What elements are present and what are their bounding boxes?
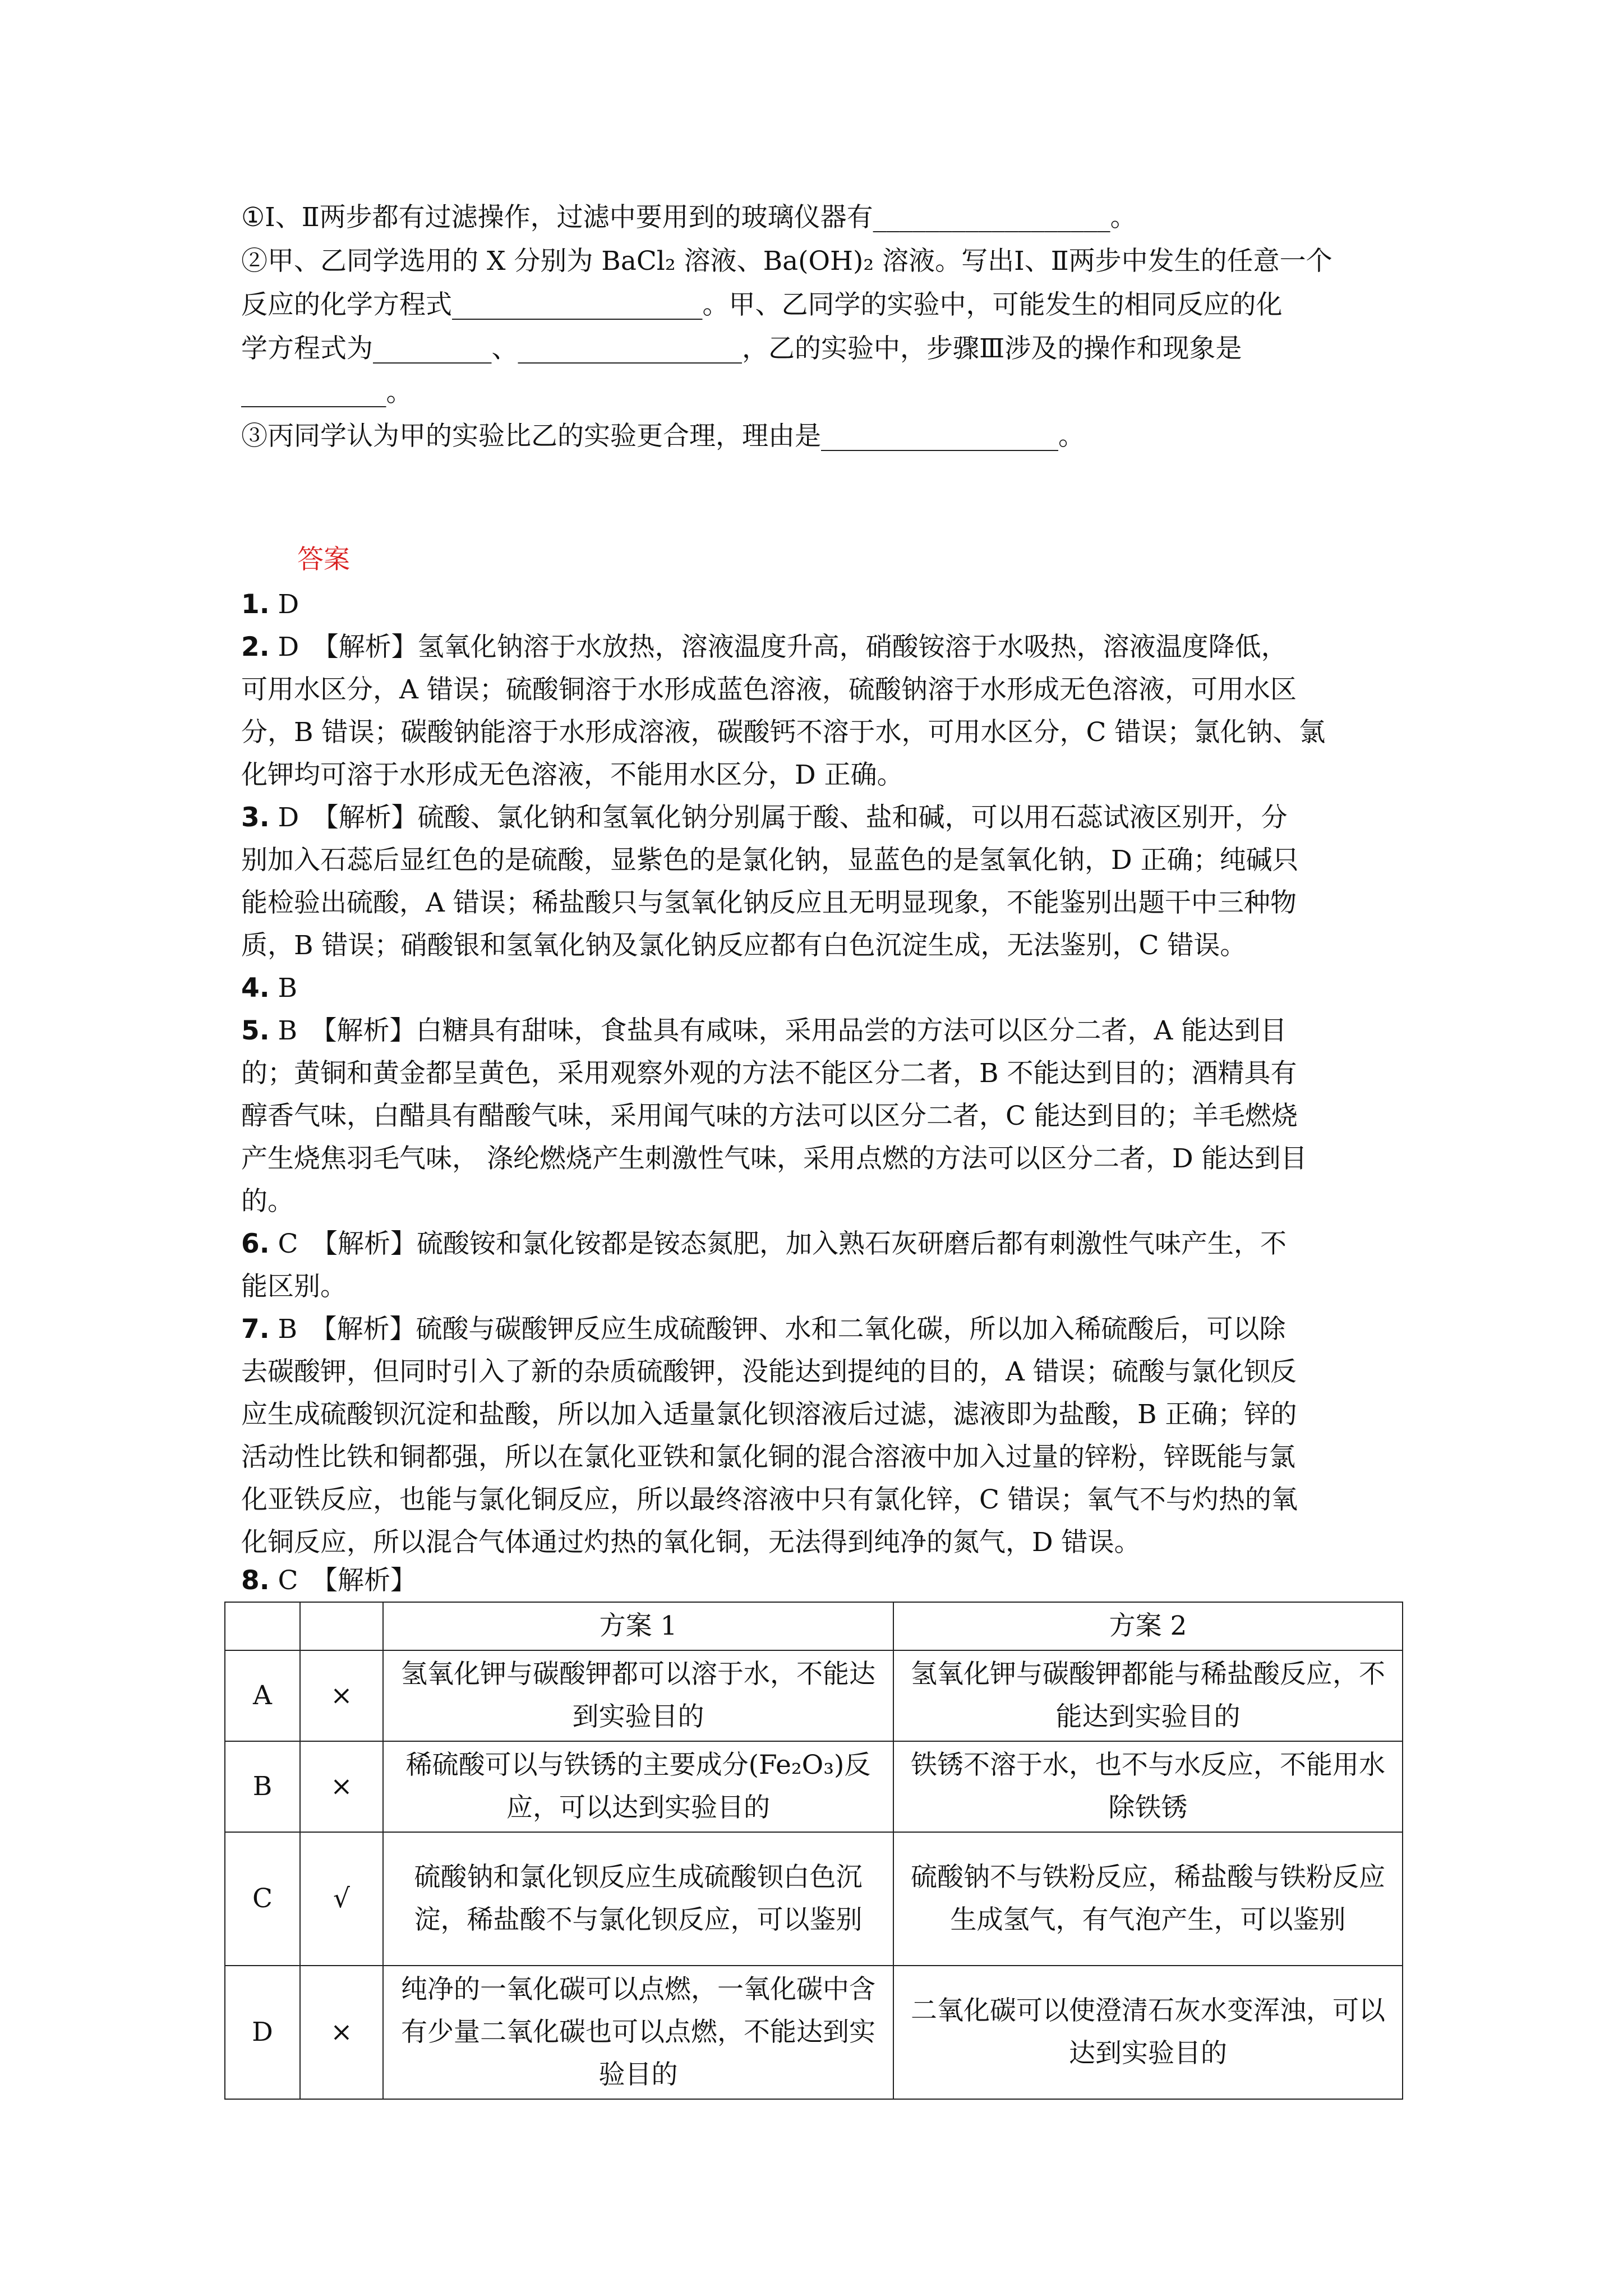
- plan2-cell: 硫酸钠不与铁粉反应，稀盐酸与铁粉反应生成氢气，有气泡产生，可以鉴别: [893, 1832, 1403, 1966]
- answer-heading: 答案: [297, 544, 350, 575]
- answer-text: B 【解析】白糖具有甜味，食盐具有咸味，采用品尝的方法可以区分二者，A 能达到目: [269, 1015, 1287, 1046]
- answer-text: D 【解析】硫酸、氯化钠和氢氧化钠分别属于酸、盐和碱，可以用石蕊试液区别开，分: [269, 802, 1288, 833]
- answer-number: 2.: [241, 632, 270, 662]
- table-row: [225, 1966, 1403, 2099]
- question-line: ___________。: [241, 377, 413, 408]
- answer-line: [241, 882, 1297, 924]
- answer-line: [241, 1266, 347, 1308]
- answer-line: [241, 1521, 1141, 1564]
- answer-text: 活动性比铁和铜都强，所以在氯化亚铁和氯化铜的混合溶液中加入过量的锌粉，锌既能与氯: [241, 1442, 1295, 1473]
- answer-line: [241, 1479, 1298, 1521]
- table-row: [225, 1650, 1403, 1741]
- plan2-cell: 二氧化碳可以使澄清石灰水变浑浊，可以达到实验目的: [893, 1966, 1403, 2099]
- answer-number: 8.: [241, 1565, 270, 1596]
- answer-text: D: [269, 589, 299, 620]
- answer-number: 7.: [241, 1314, 270, 1345]
- table-header-cell: [300, 1602, 383, 1650]
- answer-number: 5.: [241, 1015, 270, 1046]
- question-line: 反应的化学方程式___________________。甲、乙同学的实验中，可能发生的相同反应的化: [241, 289, 1283, 320]
- answer-line: [241, 1223, 1287, 1266]
- answer-text: 化铜反应，所以混合气体通过灼热的氧化铜，无法得到纯净的氮气，D 错误。: [241, 1527, 1141, 1558]
- plan1-cell: 硫酸钠和氯化钡反应生成硫酸钡白色沉淀，稀盐酸不与氯化钡反应，可以鉴别: [383, 1832, 893, 1966]
- option-cell: B: [225, 1741, 300, 1832]
- mark-cell: √: [300, 1832, 383, 1966]
- plan2-cell: 铁锈不溶于水，也不与水反应，不能用水除铁锈: [893, 1741, 1403, 1832]
- question-line: ①Ⅰ、Ⅱ两步都有过滤操作，过滤中要用到的玻璃仪器有__________________。: [241, 202, 1137, 233]
- answer-line: [241, 924, 1246, 967]
- answer-text: C 【解析】硫酸铵和氯化铵都是铵态氮肥，加入熟石灰研磨后都有刺激性气味产生，不: [269, 1228, 1287, 1259]
- answer-text: 产生烧焦羽毛气味， 涤纶燃烧产生刺激性气味，采用点燃的方法可以区分二者，D 能达到目: [241, 1143, 1307, 1174]
- table-header-row: [225, 1602, 1403, 1650]
- answer-number: 4.: [241, 973, 270, 1004]
- table-header-cell: 方案 2: [893, 1602, 1403, 1650]
- answer-text: 化钾均可溶于水形成无色溶液，不能用水区分，D 正确。: [241, 760, 903, 790]
- option-cell: A: [225, 1650, 300, 1741]
- answer-line: [241, 1436, 1295, 1479]
- answer-text: B 【解析】硫酸与碳酸钾反应生成硫酸钾、水和二氧化碳，所以加入稀硫酸后，可以除: [269, 1314, 1286, 1345]
- answer-line: [241, 711, 1325, 754]
- answer-text: C 【解析】: [269, 1565, 417, 1596]
- answer-text: 能区别。: [241, 1271, 347, 1302]
- answer-line: [241, 1559, 417, 1602]
- answer-text: 去碳酸钾，但同时引入了新的杂质硫酸钾，没能达到提纯的目的，A 错误；硫酸与氯化钡反: [241, 1356, 1297, 1387]
- answer-text: 别加入石蕊后显红色的是硫酸，显紫色的是氯化钠，显蓝色的是氢氧化钠，D 正确；纯碱只: [241, 845, 1299, 876]
- plan1-cell: 氢氧化钾与碳酸钾都可以溶于水，不能达到实验目的: [383, 1650, 893, 1741]
- answer-line: [241, 797, 1288, 839]
- answer-line: [241, 754, 903, 797]
- option-cell: C: [225, 1832, 300, 1966]
- answer-text: 可用水区分，A 错误；硫酸铜溶于水形成蓝色溶液，硫酸钠溶于水形成无色溶液，可用水区: [241, 674, 1297, 705]
- answer-line: [241, 1052, 1297, 1095]
- answer-text: 能检验出硫酸，A 错误；稀盐酸只与氢氧化钠反应且无明显现象，不能鉴别出题干中三种物: [241, 887, 1297, 918]
- answer-line: [241, 1095, 1298, 1138]
- mark-cell: ×: [300, 1741, 383, 1832]
- answer-text: D 【解析】氢氧化钠溶于水放热，溶液温度升高，硝酸铵溶于水吸热，溶液温度降低，: [269, 632, 1288, 662]
- mark-cell: ×: [300, 1966, 383, 2099]
- answer-line: [241, 583, 299, 626]
- answer-line: [241, 839, 1299, 882]
- answer-text: B: [269, 973, 298, 1004]
- table-header-cell: [225, 1602, 300, 1650]
- answer-line: [241, 1138, 1307, 1180]
- question-line: ②甲、乙同学选用的 X 分别为 BaCl₂ 溶液、Ba(OH)₂ 溶液。写出Ⅰ、Ⅱ两步中发生的任意一个: [241, 246, 1332, 277]
- answer-line: [241, 1393, 1297, 1436]
- answer-text: 应生成硫酸钡沉淀和盐酸，所以加入适量氯化钡溶液后过滤，滤液即为盐酸，B 正确；锌的: [241, 1399, 1297, 1430]
- answer-line: [241, 1351, 1297, 1393]
- answer-text: 的；黄铜和黄金都呈黄色，采用观察外观的方法不能区分二者，B 不能达到目的；酒精具有: [241, 1058, 1297, 1089]
- question-line: ③丙同学认为甲的实验比乙的实验更合理，理由是__________________。: [241, 421, 1085, 452]
- table-row: [225, 1741, 1403, 1832]
- answer-line: [241, 967, 297, 1010]
- answer-text: 质，B 错误；硝酸银和氢氧化钠及氯化钠反应都有白色沉淀生成，无法鉴别，C 错误。: [241, 930, 1247, 961]
- plan1-cell: 纯净的一氧化碳可以点燃，一氧化碳中含有少量二氧化碳也可以点燃，不能达到实验目的: [383, 1966, 893, 2099]
- answer-line: [241, 669, 1297, 711]
- answer-text: 化亚铁反应，也能与氯化铜反应，所以最终溶液中只有氯化锌，C 错误；氧气不与灼热的氧: [241, 1484, 1298, 1515]
- answer-number: 6.: [241, 1228, 270, 1259]
- answer-text: 醇香气味，白醋具有醋酸气味，采用闻气味的方法可以区分二者，C 能达到目的；羊毛燃烧: [241, 1101, 1298, 1131]
- answer-text: 的。: [241, 1186, 294, 1217]
- answer-line: [241, 1010, 1287, 1052]
- plan2-cell: 氢氧化钾与碳酸钾都能与稀盐酸反应，不能达到实验目的: [893, 1650, 1403, 1741]
- answer-table: [224, 1602, 1403, 2100]
- answer-line: [241, 1308, 1286, 1351]
- mark-cell: ×: [300, 1650, 383, 1741]
- answer-line: [241, 626, 1288, 669]
- plan1-cell: 稀硫酸可以与铁锈的主要成分(Fe₂O₃)反应，可以达到实验目的: [383, 1741, 893, 1832]
- answer-text: 分，B 错误；碳酸钠能溶于水形成溶液，碳酸钙不溶于水，可用水区分，C 错误；氯化钠、氯: [241, 717, 1326, 748]
- question-line: 学方程式为_________、_________________，乙的实验中，步骤Ⅲ涉及的操作和现象是: [241, 333, 1242, 364]
- table-header-cell: 方案 1: [383, 1602, 893, 1650]
- table-row: [225, 1832, 1403, 1966]
- answer-number: 3.: [241, 802, 270, 833]
- answer-number: 1.: [241, 589, 270, 620]
- option-cell: D: [225, 1966, 300, 2099]
- answer-line: [241, 1180, 294, 1223]
